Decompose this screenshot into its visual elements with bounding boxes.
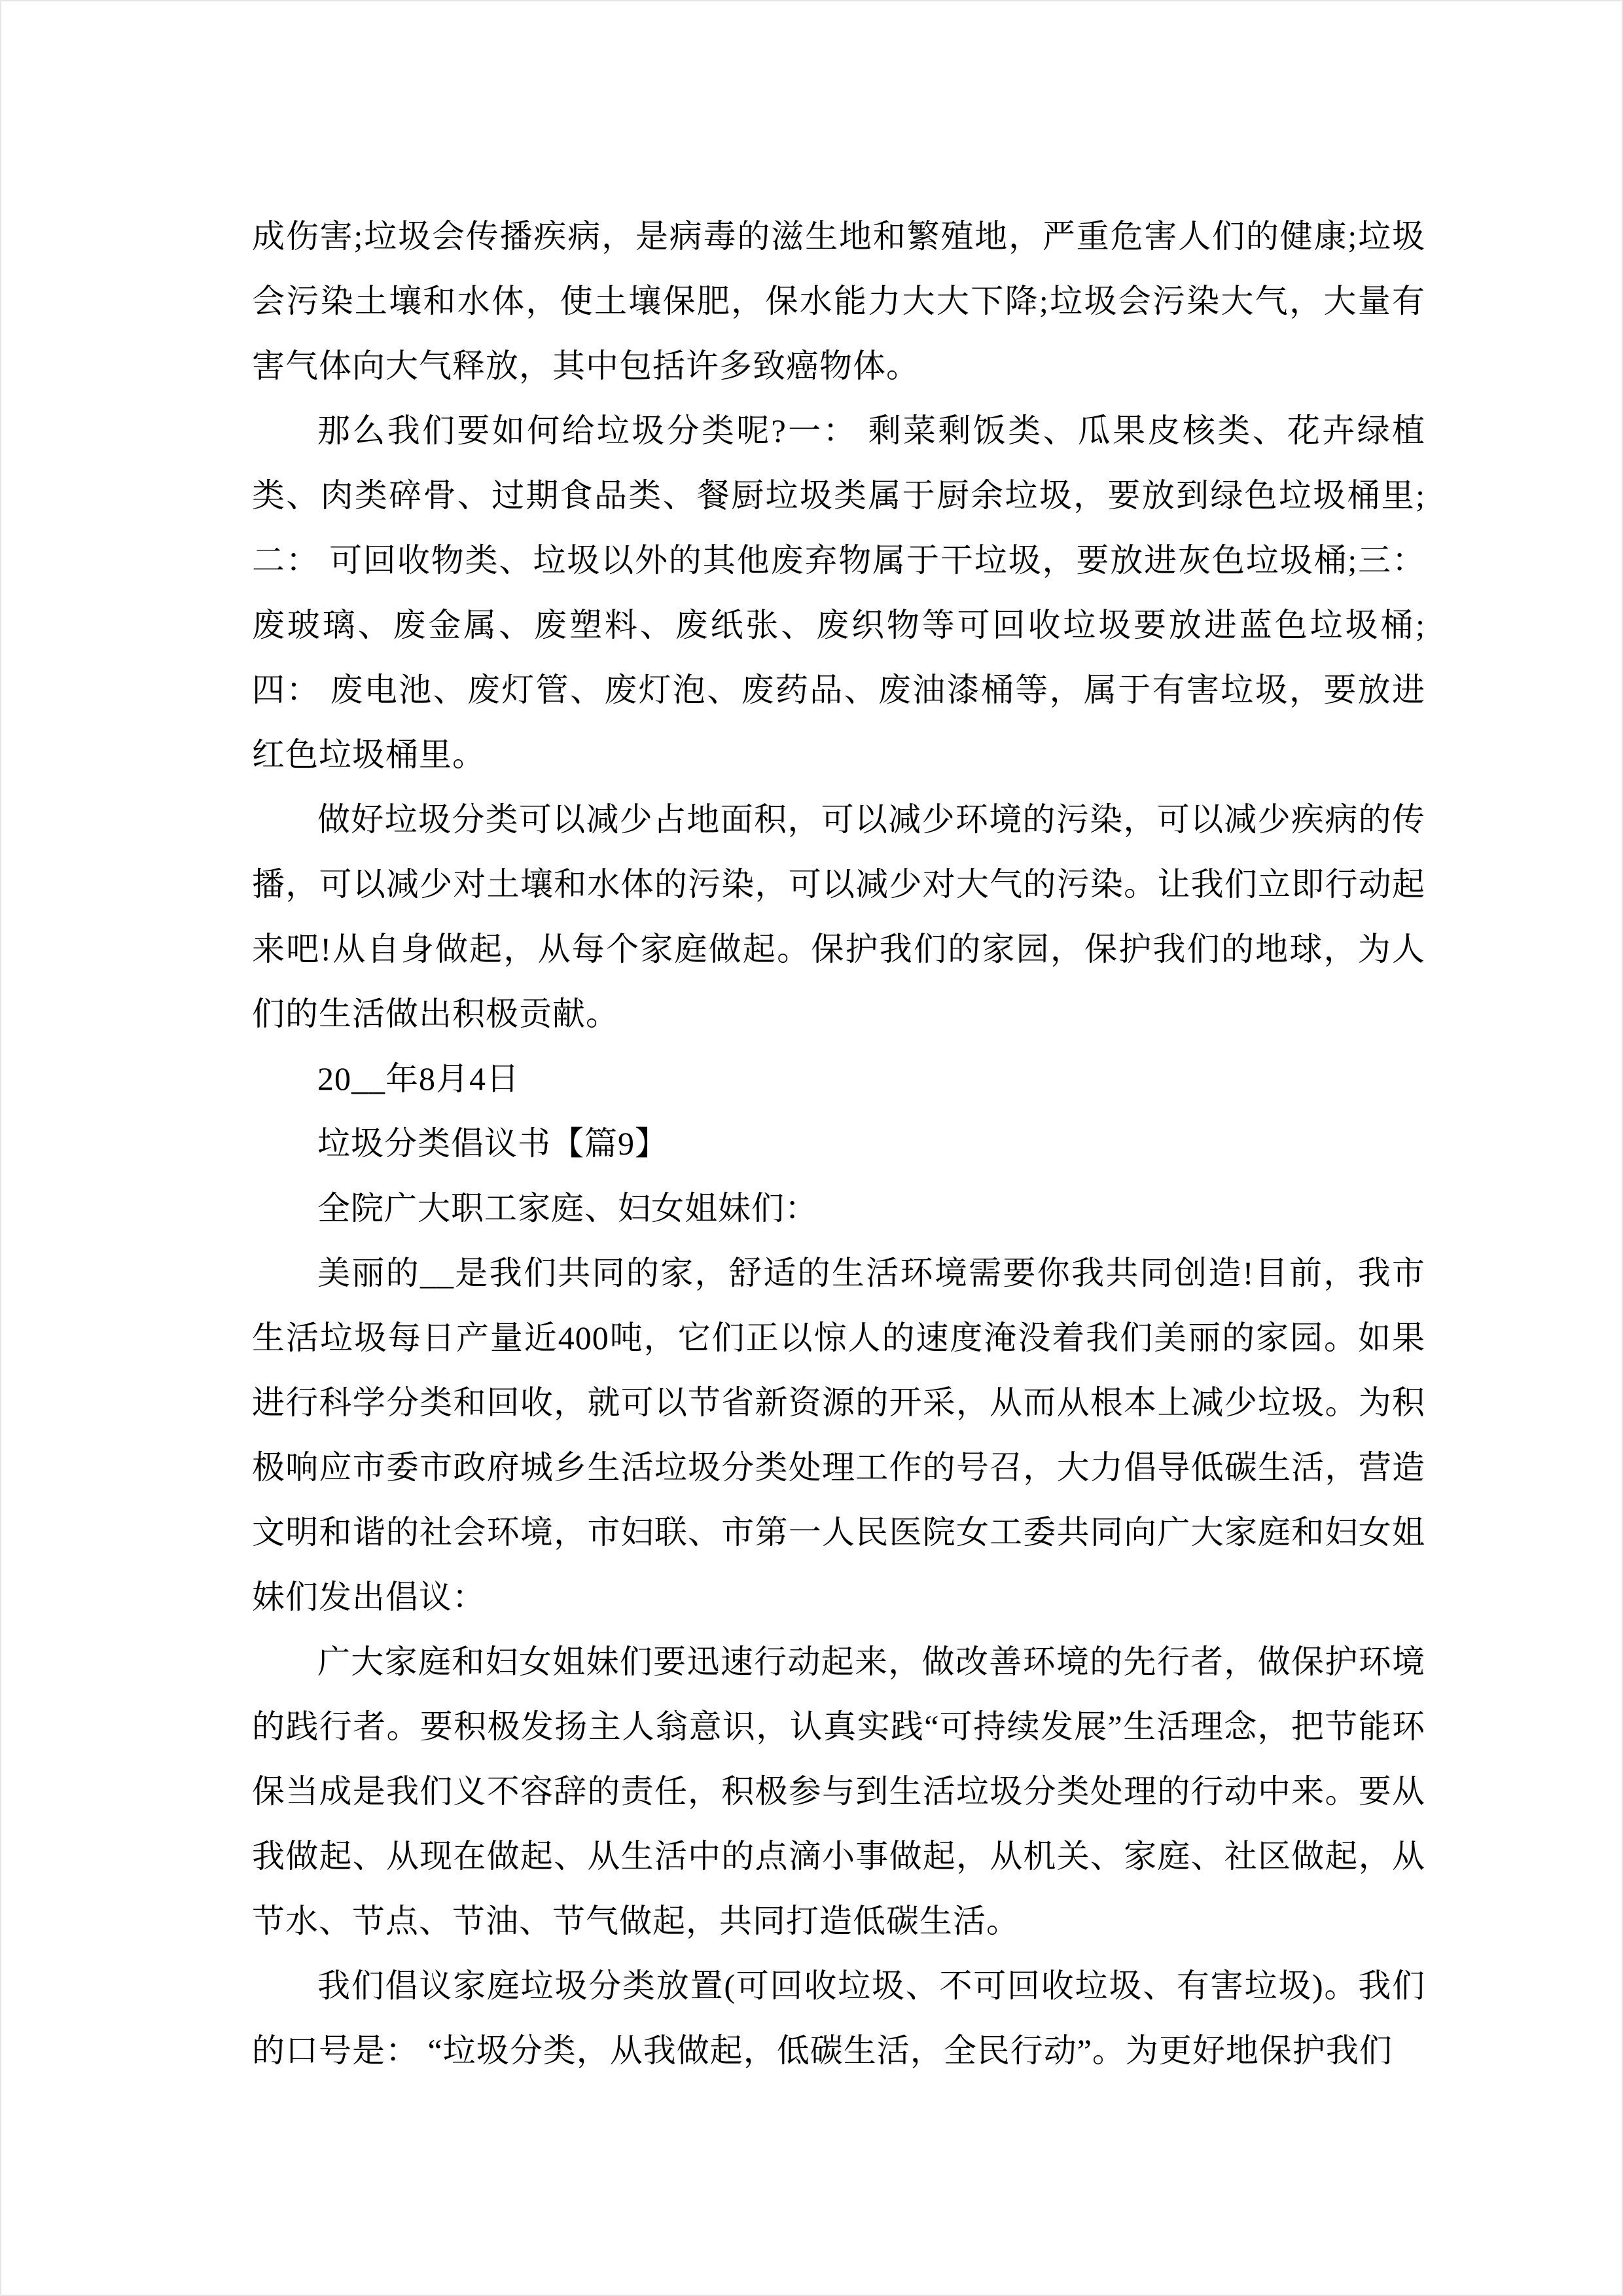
paragraph: 那么我们要如何给垃圾分类呢?一： 剩菜剩饭类、瓜果皮核类、花卉绿植类、肉类碎骨、过期食品类、餐厨垃圾类属于厨余垃圾，要放到绿色垃圾桶里;二： 可回收物类、垃圾以外的其他废弃物属于干垃圾，要放进灰色垃圾桶;三： 废玻璃、废金属、废塑料、废纸张、废织物等可回收垃圾要放进蓝色垃圾桶;四： 废电池、废灯管、废灯泡、废药品、废油漆桶等，属于有害垃圾，要放进红色垃圾桶里。 bbox=[252, 412, 1425, 773]
paragraph: 20__年8月4日 bbox=[317, 1060, 520, 1097]
paragraph: 我们倡议家庭垃圾分类放置(可回收垃圾、不可回收垃圾、有害垃圾)。我们的口号是： “垃圾分类，从我做起，低碳生活，全民行动”。为更好地保护我们 bbox=[252, 1967, 1425, 2069]
paragraph: 美丽的__是我们共同的家，舒适的生活环境需要你我共同创造!目前，我市生活垃圾每日产量近400吨，它们正以惊人的速度淹没着我们美丽的家园。如果进行科学分类和回收，就可以节省新资源的开采，从而从根本上减少垃圾。为积极响应市委市政府城乡生活垃圾分类处理工作的号召，大力倡导低碳生活，营造文明和谐的社会环境，市妇联、市第一人民医院女工委共同向广大家庭和妇女姐妹们发出倡议： bbox=[252, 1255, 1425, 1615]
paragraph: 成伤害;垃圾会传播疾病，是病毒的滋生地和繁殖地，严重危害人们的健康;垃圾会污染土壤和水体，使土壤保肥，保水能力大大下降;垃圾会污染大气，大量有害气体向大气释放，其中包括许多致癌物体。 bbox=[252, 218, 1425, 384]
paragraph: 全院广大职工家庭、妇女姐妹们： bbox=[317, 1190, 818, 1227]
paragraph: 广大家庭和妇女姐妹们要迅速行动起来，做改善环境的先行者，做保护环境的践行者。要积极发扬主人翁意识，认真实践“可持续发展”生活理念，把节能环保当成是我们义不容辞的责任，积极参与到生活垃圾分类处理的行动中来。要从我做起、从现在做起、从生活中的点滴小事做起，从机关、家庭、社区做起，从节水、节点、节油、节气做起，共同打造低碳生活。 bbox=[252, 1643, 1425, 1939]
document-content bbox=[252, 204, 1425, 2083]
paragraph: 垃圾分类倡议书【篇9】 bbox=[317, 1125, 668, 1162]
paragraph: 做好垃圾分类可以减少占地面积，可以减少环境的污染，可以减少疾病的传播，可以减少对土壤和水体的污染，可以减少对大气的污染。让我们立即行动起来吧!从自身做起，从每个家庭做起。保护我们的家园，保护我们的地球，为人们的生活做出积极贡献。 bbox=[252, 801, 1425, 1032]
